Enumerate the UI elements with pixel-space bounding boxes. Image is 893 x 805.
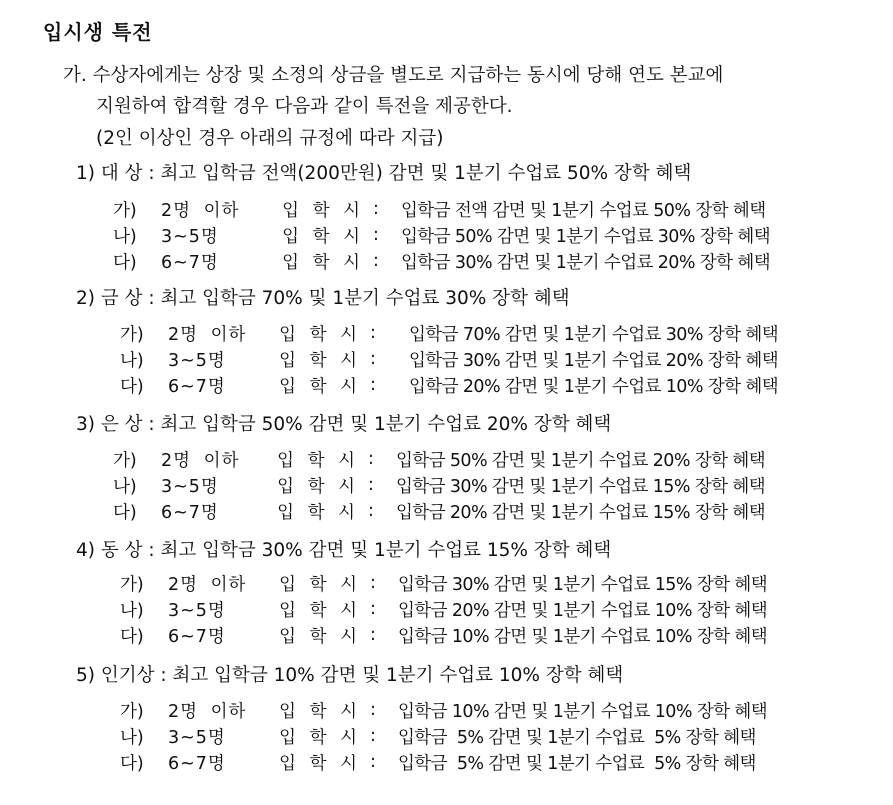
row-action: 입 학 시 [279,626,358,647]
row-condition [168,373,358,398]
row-benefit: 입학금 30% 감면 및 1분기 수업료 15% 장학 혜택 [398,574,768,595]
table-row [120,372,778,398]
row-colon: : [373,225,379,245]
row-colon: : [370,323,376,343]
intro-line-1: 가. 수상자에게는 상장 및 소정의 상금을 별도로 지급하는 동시에 당해 연도 본교에 [63,65,724,86]
row-colon: : [370,599,376,619]
row-count: 6~7명 [168,626,226,647]
table-row [113,248,770,274]
row-condition [168,571,358,596]
row-count: 6~7명 [168,753,226,774]
section-5-heading: 5) 인기상 : 최고 입학금 10% 감면 및 1분기 수업료 10% 장학 혜택 [76,665,624,686]
row-count: 2명 이하 [168,324,247,345]
row-colon: : [373,199,379,219]
row-benefit: 입학금 30% 감면 및 1분기 수업료 15% 장학 혜택 [396,476,766,497]
row-benefit: 입학금 10% 감면 및 1분기 수업료 10% 장학 혜택 [398,626,768,647]
table-row [120,570,767,596]
row-action: 입 학 시 [282,200,361,221]
section-1-heading: 1) 대 상 : 최고 입학금 전액(200만원) 감면 및 1분기 수업료 50% 장학 혜택 [76,163,692,184]
row-count: 2명 이하 [161,450,240,471]
table-row [120,346,778,372]
row-colon: : [370,375,376,395]
row-action: 입 학 시 [279,574,358,595]
row-colon: : [368,475,374,495]
row-count: 3~5명 [168,600,226,621]
row-condition [161,197,361,222]
row-colon: : [370,726,376,746]
table-row [120,596,767,622]
row-label: 다) [120,376,144,397]
row-condition [168,724,358,749]
section-3-rows [113,446,765,524]
row-count: 3~5명 [161,226,219,247]
row-count: 3~5명 [168,350,226,371]
row-benefit: 입학금 20% 감면 및 1분기 수업료 15% 장학 혜택 [396,502,766,523]
row-count: 3~5명 [168,727,226,748]
row-label: 다) [113,502,137,523]
row-count: 2명 이하 [168,574,247,595]
row-benefit: 입학금 5% 감면 및 1분기 수업료 5% 장학 혜택 [398,727,756,748]
section-3-heading: 3) 은 상 : 최고 입학금 50% 감면 및 1분기 수업료 20% 장학 혜택 [76,414,612,435]
table-row [113,498,765,524]
table-row [120,622,767,648]
row-colon: : [370,573,376,593]
intro-line-2: 지원하여 합격할 경우 다음과 같이 특전을 제공한다. [96,96,513,117]
row-count: 2명 이하 [168,701,247,722]
section-4-rows [120,570,767,648]
row-action: 입 학 시 [279,376,358,397]
row-colon: : [370,625,376,645]
row-colon: : [370,349,376,369]
page-title: 입시생 특전 [43,20,153,44]
section-2-heading: 2) 금 상 : 최고 입학금 70% 및 1분기 수업료 30% 장학 혜택 [76,288,570,309]
row-condition [168,321,358,346]
table-row [120,749,767,775]
row-benefit: 입학금 30% 감면 및 1분기 수업료 20% 장학 혜택 [401,252,771,273]
table-row [120,723,767,749]
row-label: 나) [113,226,137,247]
row-label: 가) [120,574,144,595]
row-benefit: 입학금 20% 감면 및 1분기 수업료 10% 장학 혜택 [409,376,779,397]
table-row [113,222,770,248]
row-action: 입 학 시 [279,727,358,748]
row-benefit: 입학금 70% 감면 및 1분기 수업료 30% 장학 혜택 [409,324,779,345]
row-benefit: 입학금 50% 감면 및 1분기 수업료 30% 장학 혜택 [401,226,771,247]
row-label: 다) [113,252,137,273]
row-action: 입 학 시 [277,476,356,497]
intro-line-3: (2인 이상인 경우 아래의 규정에 따라 지급) [96,128,444,149]
row-colon: : [368,501,374,521]
row-label: 가) [113,450,137,471]
row-label: 다) [120,753,144,774]
table-row [113,446,765,472]
row-label: 가) [113,200,137,221]
row-count: 6~7명 [168,376,226,397]
row-condition [168,623,358,648]
row-colon: : [368,449,374,469]
row-action: 입 학 시 [282,226,361,247]
row-count: 6~7명 [161,502,219,523]
row-label: 다) [120,626,144,647]
row-action: 입 학 시 [279,350,358,371]
row-label: 나) [120,600,144,621]
row-condition [168,597,358,622]
row-label: 가) [120,324,144,345]
row-colon: : [373,251,379,271]
row-benefit: 입학금 30% 감면 및 1분기 수업료 20% 장학 혜택 [409,350,779,371]
row-label: 나) [113,476,137,497]
row-action: 입 학 시 [282,252,361,273]
row-condition [161,223,361,248]
section-1-rows [113,196,770,274]
row-action: 입 학 시 [279,701,358,722]
row-benefit: 입학금 10% 감면 및 1분기 수업료 10% 장학 혜택 [398,701,768,722]
row-condition [161,499,356,524]
row-condition [168,750,358,775]
row-benefit: 입학금 5% 감면 및 1분기 수업료 5% 장학 혜택 [398,753,756,774]
row-condition [161,473,356,498]
row-label: 가) [120,701,144,722]
row-benefit: 입학금 전액 감면 및 1분기 수업료 50% 장학 혜택 [401,200,766,221]
row-action: 입 학 시 [277,502,356,523]
row-action: 입 학 시 [279,753,358,774]
row-action: 입 학 시 [279,324,358,345]
section-4-heading: 4) 동 상 : 최고 입학금 30% 감면 및 1분기 수업료 15% 장학 혜택 [76,540,612,561]
row-action: 입 학 시 [277,450,356,471]
row-count: 6~7명 [161,252,219,273]
row-benefit: 입학금 20% 감면 및 1분기 수업료 10% 장학 혜택 [398,600,768,621]
row-condition [161,447,356,472]
table-row [113,196,770,222]
table-row [120,697,767,723]
table-row [120,320,778,346]
section-2-rows [120,320,778,398]
row-label: 나) [120,350,144,371]
row-condition [168,698,358,723]
row-colon: : [370,700,376,720]
row-count: 2명 이하 [161,200,240,221]
row-colon: : [370,752,376,772]
row-count: 3~5명 [161,476,219,497]
table-row [113,472,765,498]
row-action: 입 학 시 [279,600,358,621]
row-condition [168,347,358,372]
row-benefit: 입학금 50% 감면 및 1분기 수업료 20% 장학 혜택 [396,450,766,471]
row-condition [161,249,361,274]
section-5-rows [120,697,767,775]
row-label: 나) [120,727,144,748]
